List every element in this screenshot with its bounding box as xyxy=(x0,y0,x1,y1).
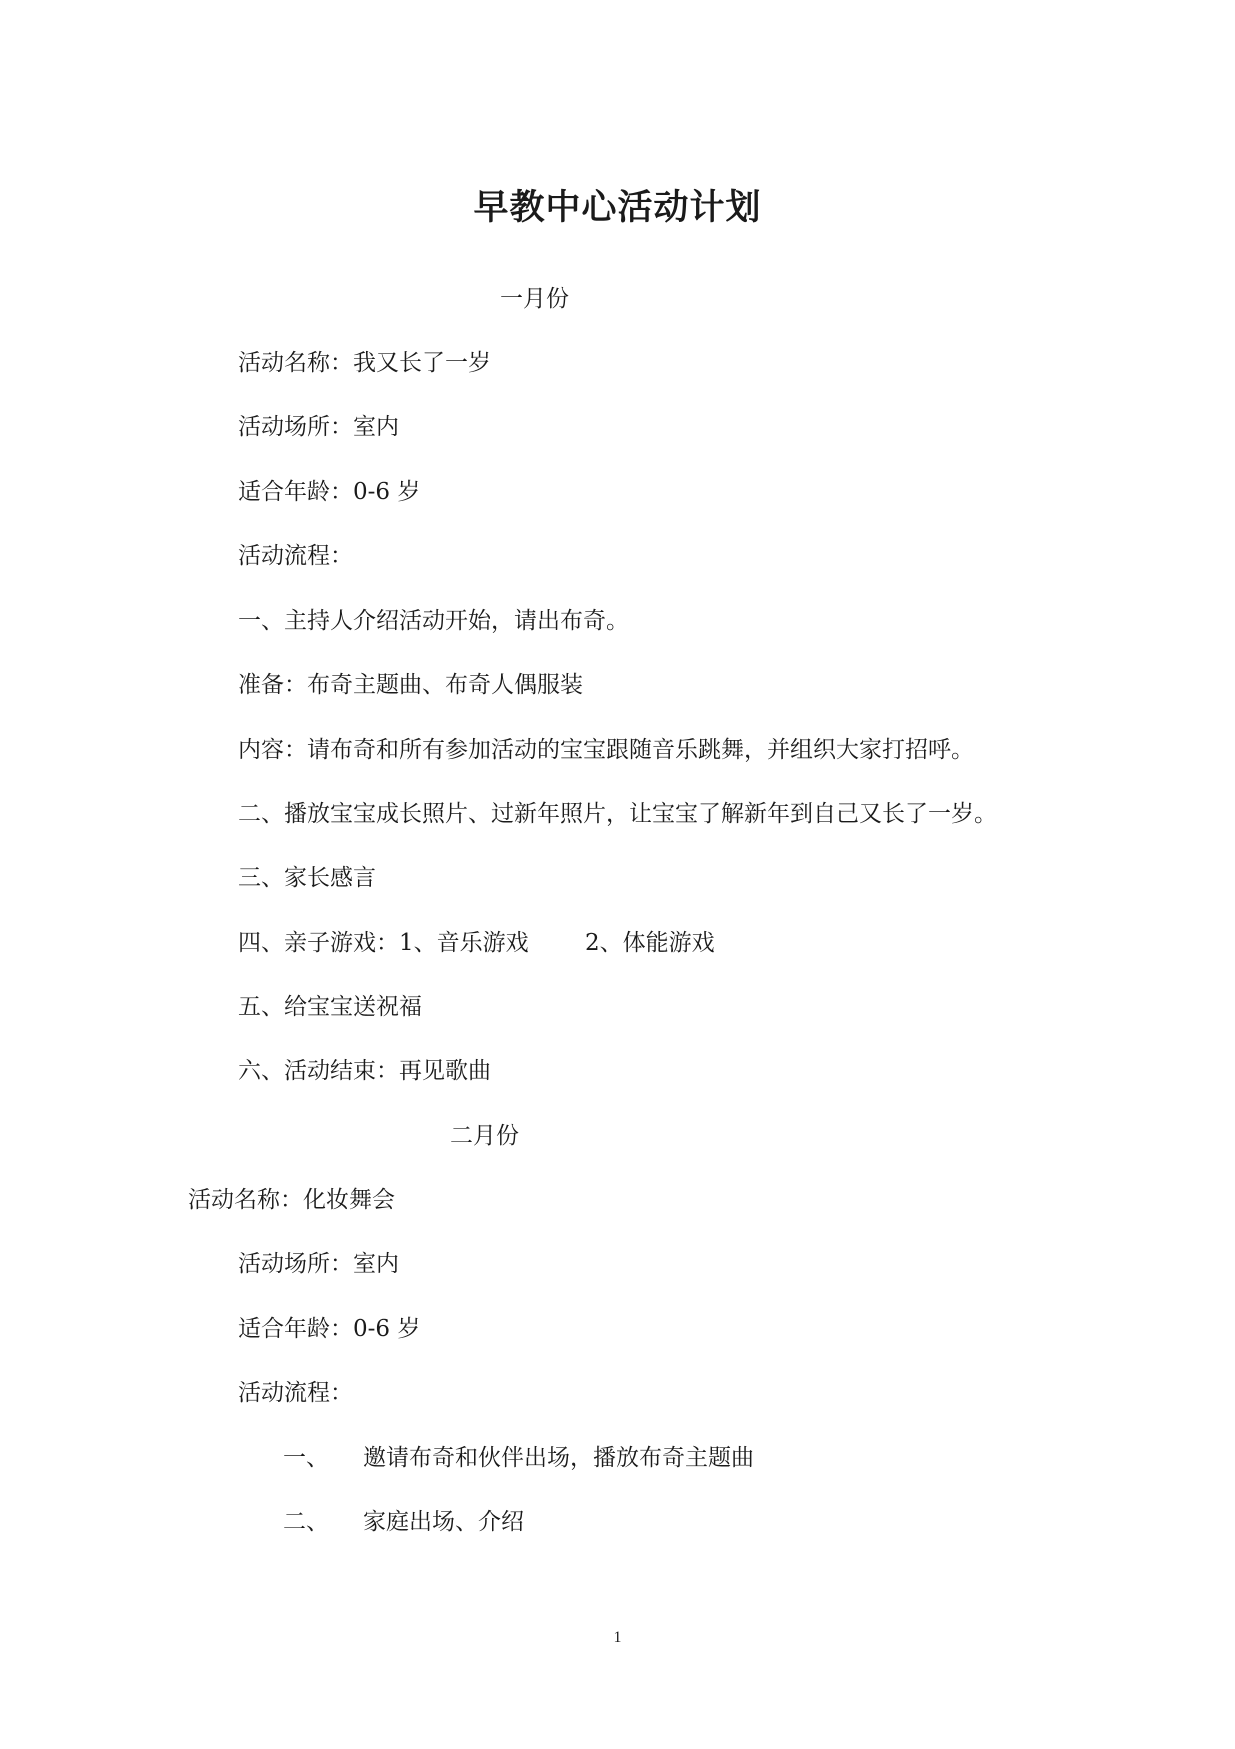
process-step: 五、给宝宝送祝福 xyxy=(238,994,422,1020)
process-step: 内容：请布奇和所有参加活动的宝宝跟随音乐跳舞，并组织大家打招呼。 xyxy=(238,737,974,763)
process-step: 二、播放宝宝成长照片、过新年照片，让宝宝了解新年到自己又长了一岁。 xyxy=(238,801,997,827)
activity-age: 适合年龄：0-6 岁 xyxy=(238,1316,421,1342)
process-step: 邀请布奇和伙伴出场，播放布奇主题曲 xyxy=(363,1445,754,1471)
step-number: 二、 xyxy=(283,1509,329,1535)
activity-name: 活动名称：我又长了一岁 xyxy=(238,350,491,376)
activity-name: 活动名称：化妆舞会 xyxy=(188,1187,395,1213)
process-step: 准备：布奇主题曲、布奇人偶服装 xyxy=(238,672,583,698)
page-number: 1 xyxy=(613,1629,622,1646)
process-step: 六、活动结束：再见歌曲 xyxy=(238,1058,491,1084)
process-step: 三、家长感言 xyxy=(238,865,376,891)
process-step: 家庭出场、介绍 xyxy=(363,1509,524,1535)
section-heading-january: 一月份 xyxy=(500,286,569,312)
activity-venue: 活动场所：室内 xyxy=(238,1251,399,1277)
process-step: 一、主持人介绍活动开始，请出布奇。 xyxy=(238,608,629,634)
activity-process-label: 活动流程： xyxy=(238,543,353,569)
document-title: 早教中心活动计划 xyxy=(473,188,762,228)
step-number: 一、 xyxy=(283,1445,329,1471)
activity-venue: 活动场所：室内 xyxy=(238,414,399,440)
activity-age: 适合年龄：0-6 岁 xyxy=(238,479,421,505)
section-heading-february: 二月份 xyxy=(450,1123,519,1149)
process-step-secondary: 2、体能游戏 xyxy=(585,930,715,956)
process-step: 四、亲子游戏：1、音乐游戏 xyxy=(238,930,529,956)
activity-process-label: 活动流程： xyxy=(238,1380,353,1406)
